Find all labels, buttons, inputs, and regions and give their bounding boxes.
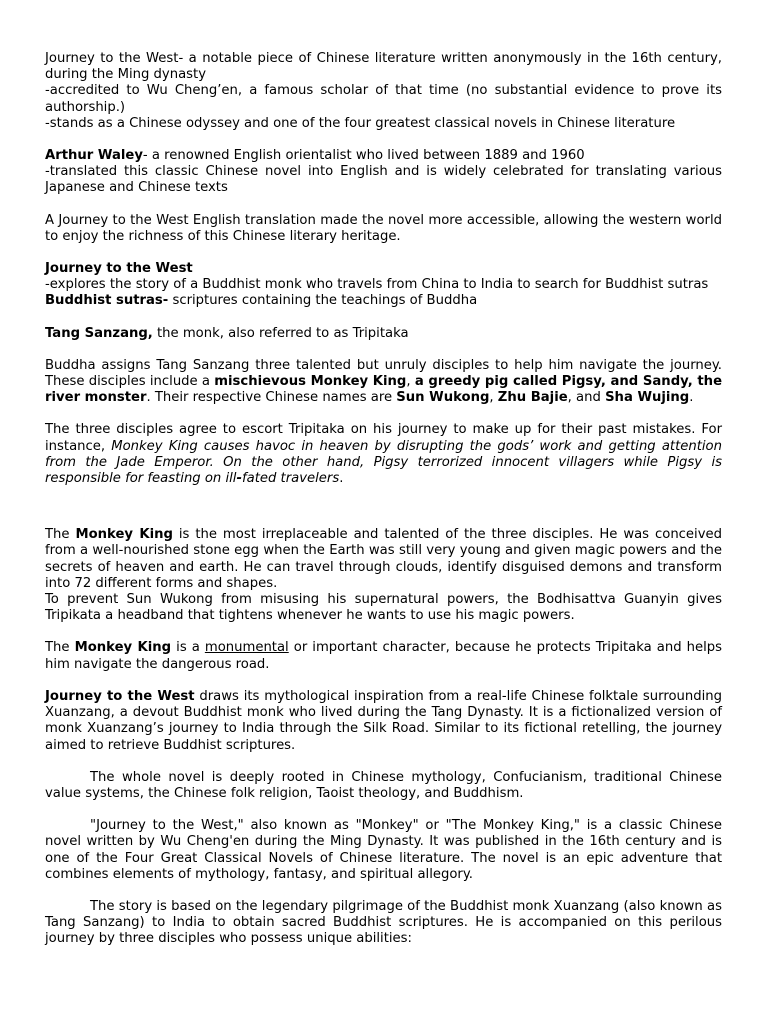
escort-italic-1: Monkey King causes havoc in heaven by disrupting the gods’ work and getting attention from the Jade Emperor. On the other hand, Pigsy terrorized innocent villagers while Pigsy is responsible for feasting on ill <box>45 438 722 487</box>
waley-desc: - a renowned English orientalist who lived between 1889 and 1960 <box>142 148 585 164</box>
monkey-bold-1: Monkey King <box>75 527 173 543</box>
journey-heading: Journey to the West <box>45 261 193 277</box>
monumental-text-2: is a <box>171 640 205 656</box>
intro-line-3: -stands as a Chinese odyssey and one of the four greatest classical novels in Chinese literature <box>45 115 676 131</box>
disciples-paragraph <box>45 358 722 407</box>
disciples-bold-5: Sha Wujing <box>605 390 690 406</box>
waley-line-2: -translated this classic Chinese novel into English and is widely celebrated for translating various Japanese and Chinese texts <box>45 164 722 196</box>
disciples-bold-2: a greedy pig called Pigsy, and Sandy, the river monster <box>45 374 723 406</box>
sutras-def: scriptures containing the teachings of Buddha <box>168 293 478 309</box>
disciples-text-4: , <box>489 390 498 406</box>
waley-name: Arthur Waley <box>45 148 143 164</box>
journey-paragraph <box>45 261 722 310</box>
waley-paragraph <box>45 148 722 197</box>
inspiration-bold: Journey to the West <box>45 688 195 704</box>
inspiration-text: draws its mythological inspiration from a real-life Chinese folktale surrounding Xuanzang, a devout Buddhist monk who lived during the Tang Dynasty. It is a fictionalized version of monk Xuanzang’s journey to India through the Silk Road. Similar to its fictional retelling, the journey aimed to retrieve Buddhist scriptures. <box>45 688 722 753</box>
disciples-text-1: Buddha assigns Tang Sanzang three talented but unruly disciples to help him navigate the journey. These disciples include a <box>45 357 722 390</box>
headband-line: To prevent Sun Wukong from misusing his supernatural powers, the Bodhisattva Guanyin gives Tripikata a headband that tightens whenever he wants to use his magic powers. <box>45 592 722 624</box>
classic-paragraph: "Journey to the West," also known as "Monkey" or "The Monkey King," is a classic Chinese novel written by Wu Cheng'en during the Ming Dynasty. It was published in the 16th century and is one of the Four Great Classical Novels of Chinese literature. The novel is an epic adventure that combines elements of mythology, fantasy, and spiritual allegory. <box>45 818 722 882</box>
tang-name: Tang Sanzang, <box>45 325 153 341</box>
escort-paragraph <box>45 422 722 487</box>
journey-line-2: -explores the story of a Buddhist monk who travels from China to India to search for Buddhist sutras <box>45 277 709 293</box>
sutras-term: Buddhist sutras- <box>45 293 169 309</box>
waley-line-1 <box>45 148 722 164</box>
intro-line-1: Journey to the West- a notable piece of Chinese literature written anonymously in the 16th century, during the Ming dynasty <box>45 51 722 83</box>
monumental-text-3: or important character, because he protects Tripitaka and helps him navigate the dangerous road. <box>45 640 722 672</box>
disciples-text-5: , and <box>567 390 606 406</box>
monumental-text-1: The <box>45 640 75 656</box>
tang-desc: the monk, also referred to as Tripitaka <box>152 325 409 341</box>
escort-italic-hyphen: - <box>236 471 242 487</box>
disciples-text-3: . Their respective Chinese names are <box>146 390 397 406</box>
disciples-bold-4: Zhu Bajie <box>497 390 568 406</box>
monkey-text-2: is the most irreplaceable and talented of the three disciples. He was conceived from a well-nourished stone egg when the Earth was still very young and given magic powers and the secrets of heaven and earth. He can travel through clouds, identify disguised demons and transform into 72 different forms and shapes. <box>45 527 722 591</box>
monumental-underline: monumental <box>204 640 289 656</box>
disciples-text-6: . <box>689 390 694 406</box>
monkey-text-1: The <box>45 527 76 543</box>
translation-paragraph: A Journey to the West English translation made the novel more accessible, allowing the western world to enjoy the richness of this Chinese literary heritage. <box>45 212 722 244</box>
tang-paragraph <box>45 326 722 342</box>
sutras-line <box>45 293 722 309</box>
monkey-king-paragraph <box>45 527 722 624</box>
escort-text-1: The three disciples agree to escort Tripitaka on his journey to make up for their past mistakes. For instance, <box>45 422 722 454</box>
disciples-bold-1: mischievous Monkey King <box>214 374 407 390</box>
inspiration-paragraph <box>45 689 722 754</box>
intro-paragraph <box>45 51 722 132</box>
escort-text-2: . <box>339 471 344 487</box>
rooted-paragraph: The whole novel is deeply rooted in Chinese mythology, Confucianism, traditional Chinese value systems, the Chinese folk religion, Taoist theology, and Buddhism. <box>45 769 722 801</box>
monkey-king-line-1 <box>45 527 722 592</box>
disciples-text-2: , <box>406 374 415 390</box>
monumental-bold: Monkey King <box>74 640 172 656</box>
intro-line-2: -accredited to Wu Cheng’en, a famous scholar of that time (no substantial evidence to prove its authorship.) <box>45 83 722 115</box>
monumental-paragraph <box>45 640 722 672</box>
pilgrimage-paragraph: The story is based on the legendary pilgrimage of the Buddhist monk Xuanzang (also known as Tang Sanzang) to India to obtain sacred Buddhist scriptures. He is accompanied on this perilous journey by three disciples who possess unique abilities: <box>45 898 722 947</box>
escort-italic-2: fated travelers <box>241 471 340 487</box>
disciples-bold-3: Sun Wukong <box>396 390 490 406</box>
